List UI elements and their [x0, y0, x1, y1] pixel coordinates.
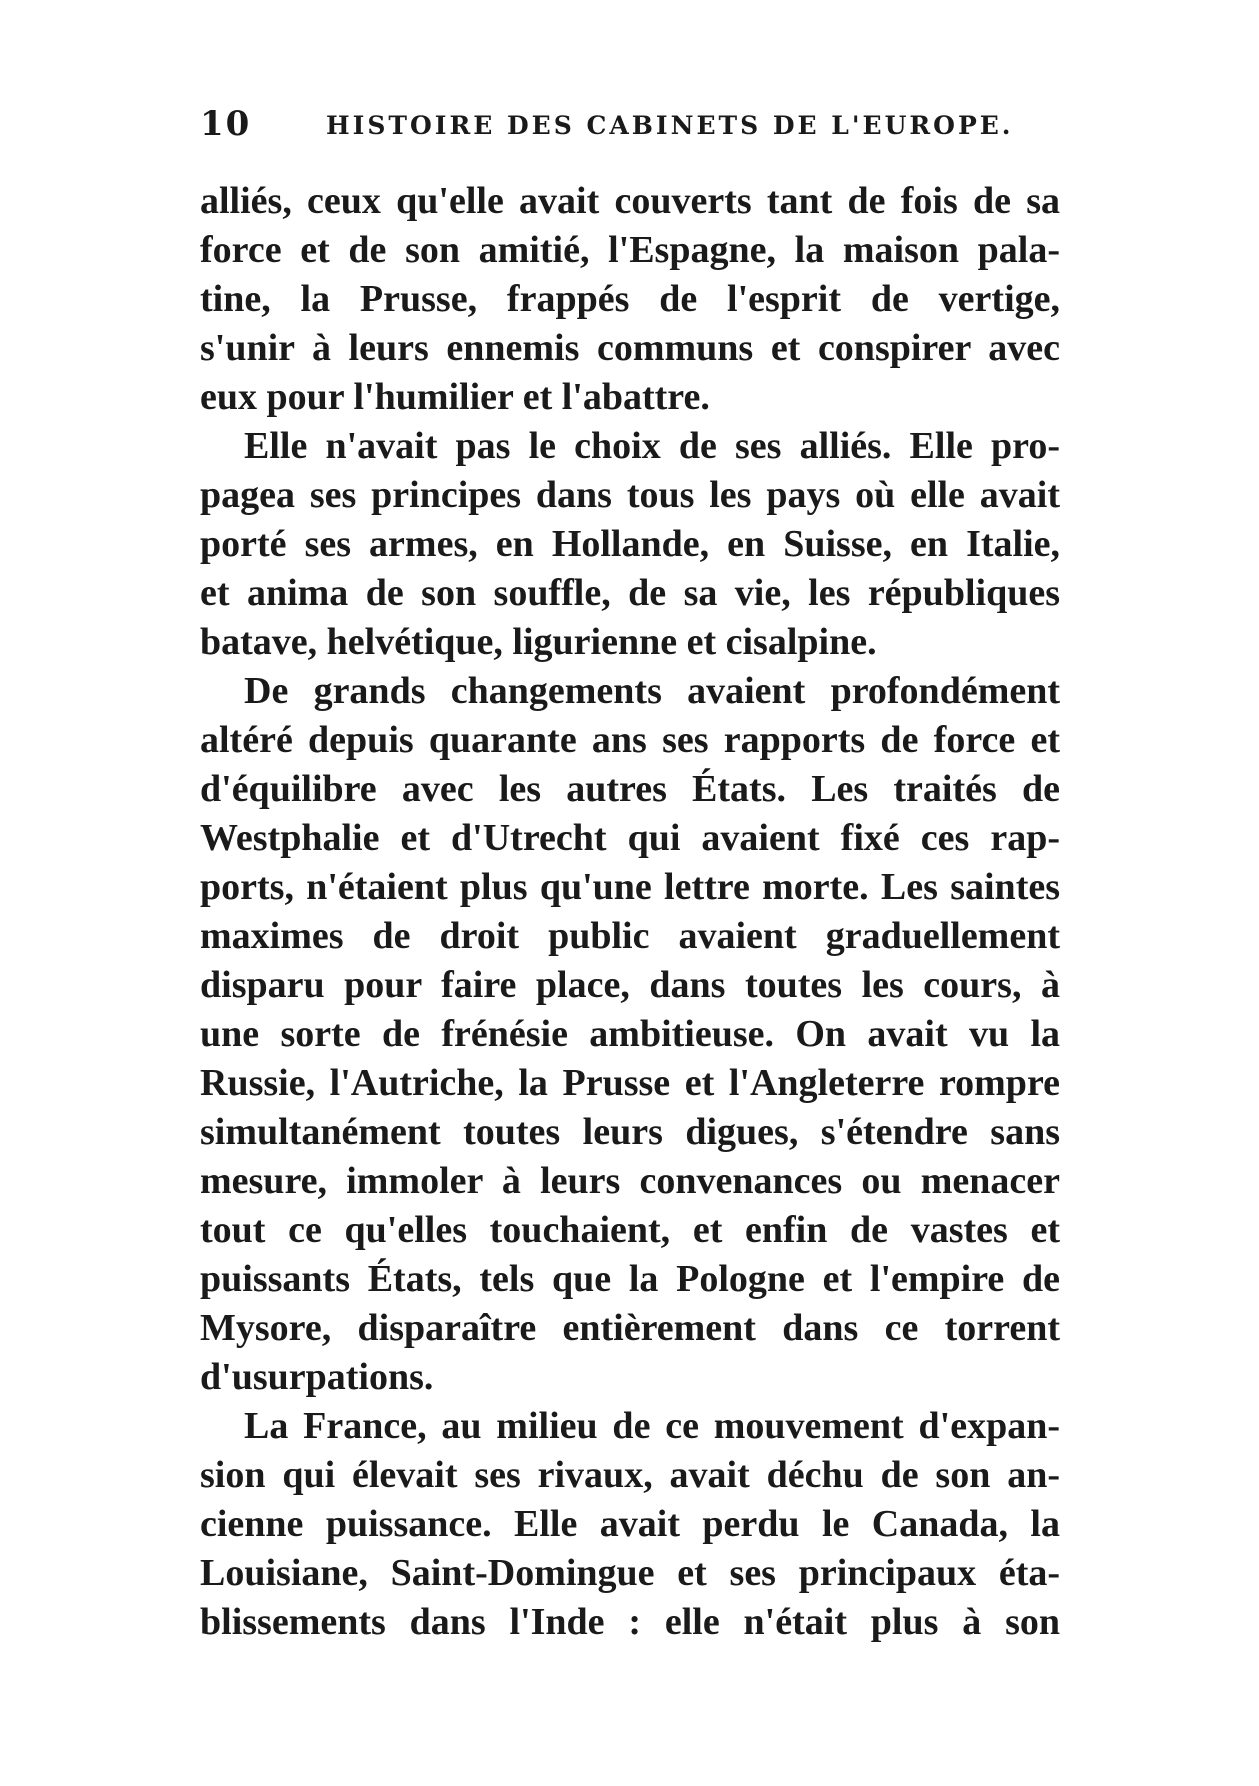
text-line: force et de son amitié, l'Espagne, la maison pala- [200, 229, 1060, 271]
text-line: Mysore, disparaître entièrement dans ce torrent [200, 1307, 1060, 1349]
text-line: blissements dans l'Inde : elle n'était plus à son [200, 1601, 1060, 1643]
text-line: batave, helvétique, ligurienne et cisalpine. [200, 621, 877, 663]
text-line: tout ce qu'elles touchaient, et enfin de vastes et [200, 1209, 1060, 1251]
text-line: simultanément toutes leurs digues, s'étendre sans [200, 1111, 1060, 1153]
text-line: eux pour l'humilier et l'abattre. [200, 376, 710, 418]
text-line: s'unir à leurs ennemis communs et conspirer avec [200, 327, 1060, 369]
text-line: et anima de son souffle, de sa vie, les républiques [200, 572, 1060, 614]
text-line: alliés, ceux qu'elle avait couverts tant de fois de sa [200, 180, 1060, 222]
text-line: tine, la Prusse, frappés de l'esprit de vertige, [200, 278, 1060, 320]
page-number: 10 [200, 104, 252, 144]
text-line: maximes de droit public avaient graduellement [200, 915, 1060, 957]
text-line: altéré depuis quarante ans ses rapports de force et [200, 719, 1060, 761]
text-line: sion qui élevait ses rivaux, avait déchu de son an- [200, 1454, 1060, 1496]
text-line: pagea ses principes dans tous les pays où elle avait [200, 474, 1060, 516]
text-line: Louisiane, Saint-Domingue et ses principaux éta- [200, 1552, 1060, 1594]
paragraph-first-line: De grands changements avaient profondément [244, 670, 1060, 712]
text-line: d'équilibre avec les autres États. Les traités de [200, 768, 1060, 810]
text-line: cienne puissance. Elle avait perdu le Canada, la [200, 1503, 1060, 1545]
running-title: HISTOIRE DES CABINETS DE L'EUROPE. [326, 111, 1014, 140]
text-line: disparu pour faire place, dans toutes les cours, à [200, 964, 1060, 1006]
text-line: Westphalie et d'Utrecht qui avaient fixé ces rap- [200, 817, 1060, 859]
running-head [200, 104, 1060, 144]
text-line: mesure, immoler à leurs convenances ou menacer [200, 1160, 1060, 1202]
text-line: puissants États, tels que la Pologne et l'empire de [200, 1258, 1060, 1300]
body-text [200, 177, 1060, 1647]
text-line: une sorte de frénésie ambitieuse. On avait vu la [200, 1013, 1060, 1055]
paragraph-first-line: Elle n'avait pas le choix de ses alliés. Elle pro- [244, 425, 1060, 467]
text-line: ports, n'étaient plus qu'une lettre morte. Les saintes [200, 866, 1060, 908]
text-line: d'usurpations. [200, 1356, 434, 1398]
paragraph-first-line: La France, au milieu de ce mouvement d'expan- [244, 1405, 1060, 1447]
text-line: porté ses armes, en Hollande, en Suisse, en Italie, [200, 523, 1060, 565]
text-line: Russie, l'Autriche, la Prusse et l'Angleterre rompre [200, 1062, 1060, 1104]
